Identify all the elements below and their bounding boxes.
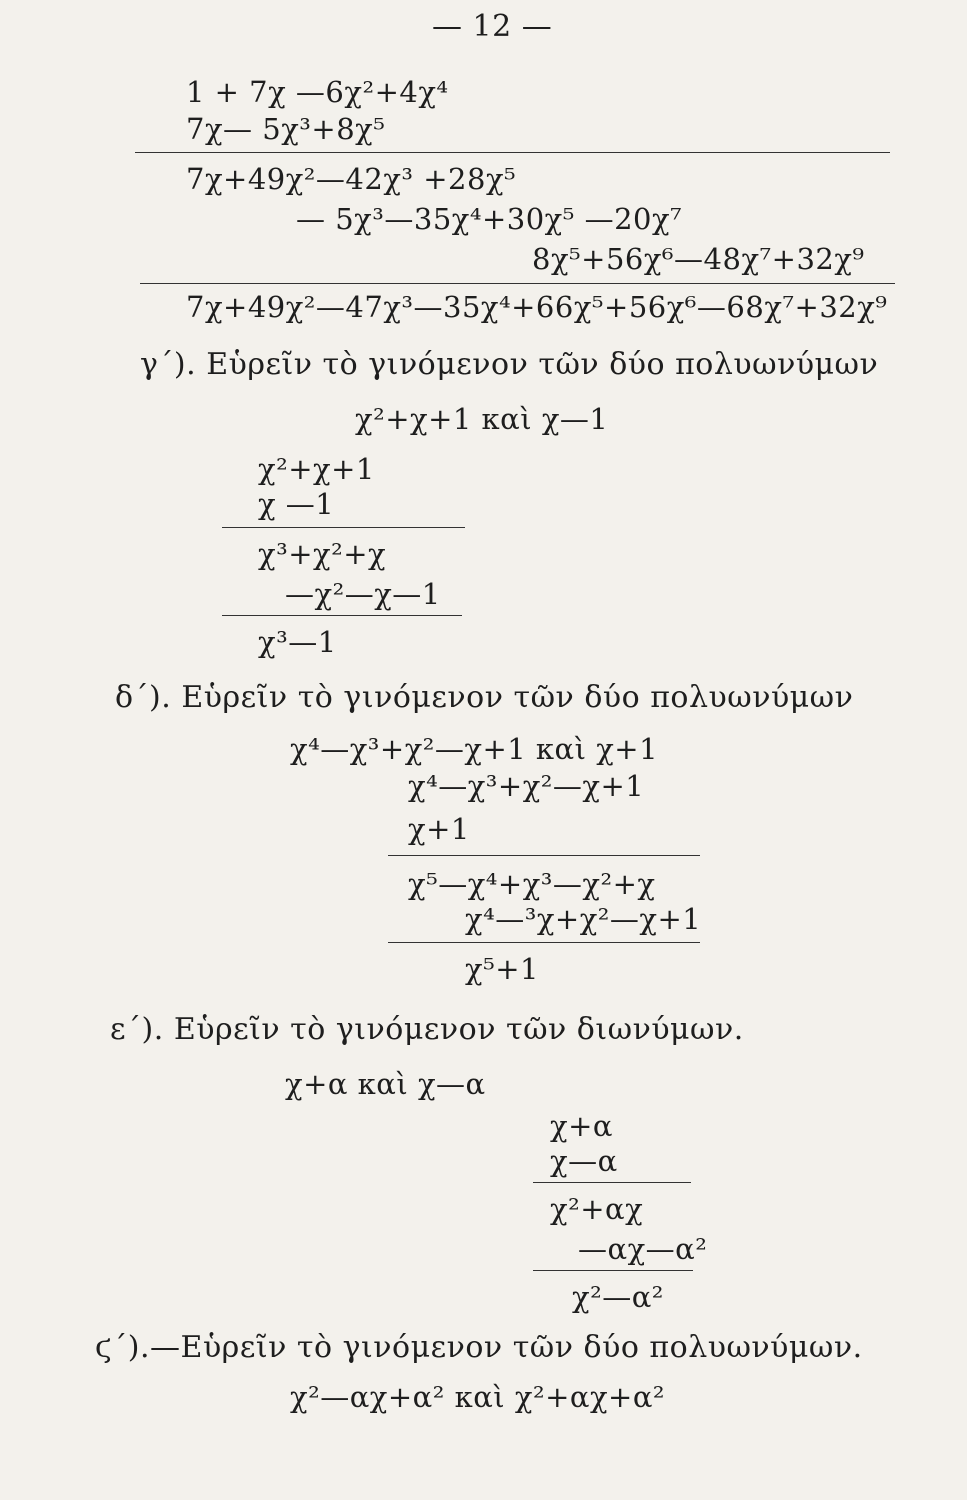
divider-rule [222, 527, 465, 528]
exercise-heading: δ΄). Εὑρεῖν τὸ γινόμενον τῶν δύο πολυωνύμων [115, 680, 854, 715]
exercise-heading: ε΄). Εὑρεῖν τὸ γινόμενον τῶν διωνύμων. [110, 1012, 744, 1047]
factor-2: χ+1 [408, 812, 470, 846]
divider-rule [533, 1182, 691, 1183]
partial-product-3: 8χ⁵+56χ⁶—48χ⁷+32χ⁹ [532, 242, 865, 276]
product-result: χ²—α² [572, 1280, 664, 1314]
page-number: — 12 — [432, 9, 553, 44]
given-binomials: χ+α καὶ χ—α [285, 1067, 486, 1101]
partial-product-2: —χ²—χ—1 [285, 577, 441, 611]
product-result: χ⁵+1 [465, 952, 539, 986]
divider-rule [135, 152, 890, 153]
given-polynomials: χ²—αχ+α² καὶ χ²+αχ+α² [290, 1380, 666, 1414]
factor-1: χ⁴—χ³+χ²—χ+1 [408, 769, 645, 803]
factor-1: 1 + 7χ —6χ²+4χ⁴ [186, 75, 449, 109]
factor-2: χ —1 [258, 487, 335, 521]
divider-rule [388, 942, 700, 943]
partial-product-2: —αχ—α² [578, 1232, 708, 1266]
product-result: χ³—1 [258, 625, 337, 659]
partial-product-1: χ²+αχ [550, 1192, 644, 1226]
given-polynomials: χ⁴—χ³+χ²—χ+1 καὶ χ+1 [290, 732, 659, 766]
divider-rule [388, 855, 700, 856]
given-polynomials: χ²+χ+1 καὶ χ—1 [355, 402, 609, 436]
partial-product-1: χ⁵—χ⁴+χ³—χ²+χ [408, 867, 656, 901]
factor-2: χ—α [550, 1144, 618, 1178]
divider-rule [533, 1270, 693, 1271]
partial-product-2: χ⁴—³χ+χ²—χ+1 [465, 902, 702, 936]
factor-1: χ²+χ+1 [258, 452, 375, 486]
partial-product-1: 7χ+49χ²—42χ³ +28χ⁵ [186, 162, 517, 196]
exercise-heading: γ΄). Εὑρεῖν τὸ γινόμενον τῶν δύο πολυωνύμων [140, 347, 879, 382]
divider-rule [140, 283, 895, 284]
divider-rule [222, 615, 462, 616]
exercise-heading: ϛ΄).—Εὑρεῖν τὸ γινόμενον τῶν δύο πολυωνύμων. [95, 1330, 863, 1365]
factor-2: 7χ— 5χ³+8χ⁵ [186, 112, 386, 146]
factor-1: χ+α [550, 1109, 613, 1143]
product-result: 7χ+49χ²—47χ³—35χ⁴+66χ⁵+56χ⁶—68χ⁷+32χ⁹ [186, 290, 888, 324]
partial-product-1: χ³+χ²+χ [258, 537, 387, 571]
partial-product-2: — 5χ³—35χ⁴+30χ⁵ —20χ⁷ [296, 202, 683, 236]
